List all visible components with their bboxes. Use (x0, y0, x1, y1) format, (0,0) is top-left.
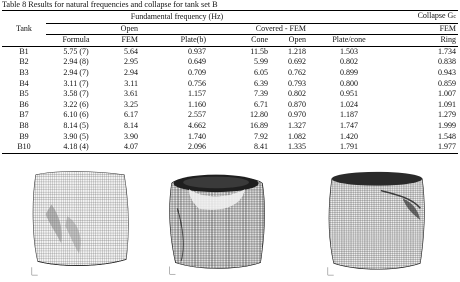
row-tank: B6 (19, 99, 29, 109)
row-g-open: 0.970 (288, 110, 306, 120)
header-formula: Formula (46, 35, 106, 47)
header-g-ring: Ring (390, 35, 458, 47)
row-formula: 2.94 (7) (63, 67, 89, 77)
row-tank: B9 (19, 131, 29, 141)
row-g-plate-cone: 1.791 (308, 142, 390, 153)
row-g-plate-cone: 0.899 (340, 67, 358, 77)
row-plate: 1.157 (188, 89, 206, 99)
row-plate: 4.662 (188, 120, 206, 130)
row-g-open: 0.793 (288, 78, 306, 88)
row-formula: 5.75 (7) (63, 46, 89, 56)
row-g-open: 0.692 (288, 57, 306, 67)
tank-mode-shape-figure-2 (160, 168, 276, 278)
row-formula: 4.18 (4) (46, 142, 106, 153)
header-g-open: Open (270, 35, 308, 47)
header-row-3 (2, 35, 458, 47)
row-formula: 3.22 (6) (63, 99, 89, 109)
row-formula: 3.11 (7) (63, 78, 89, 88)
row-g-open: 0.762 (288, 67, 306, 77)
row-cone: 8.41 (208, 142, 270, 153)
tank-mesh-covered-ring (318, 168, 436, 278)
row-g-plate-cone: 0.800 (340, 78, 358, 88)
row-cone: 11.5b (250, 46, 268, 56)
row-formula: 8.14 (5) (63, 120, 89, 130)
tank-mesh-open (22, 168, 140, 278)
row-g-plate-cone: 1.503 (340, 46, 358, 56)
row-g-plate-cone: 1.420 (340, 131, 358, 141)
row-fem: 4.07 (106, 142, 140, 153)
row-plate: 0.756 (188, 78, 206, 88)
row-g-open: 0.802 (288, 89, 306, 99)
row-g-ring: 0.943 (438, 67, 457, 77)
row-tank: B10 (2, 142, 46, 153)
row-plate: 1.740 (188, 131, 206, 141)
table-row (2, 79, 458, 90)
table-row (2, 57, 458, 68)
row-fem: 3.25 (124, 99, 138, 109)
row-g-open: 1.327 (288, 120, 306, 130)
table-row (2, 89, 458, 100)
row-cone: 5.99 (254, 57, 268, 67)
header-blank (2, 11, 46, 24)
header-fem: FEM (106, 35, 140, 47)
row-g-ring: 1.734 (438, 46, 457, 56)
table-row (2, 68, 458, 79)
row-g-plate-cone: 1.024 (340, 99, 358, 109)
row-tank: B2 (19, 57, 29, 67)
results-table (2, 10, 458, 154)
row-g-ring: 1.007 (438, 89, 457, 99)
row-g-ring: 1.279 (438, 110, 457, 120)
row-g-open: 1.082 (288, 131, 306, 141)
row-g-ring: 0.838 (438, 57, 457, 67)
row-g-ring: 0.859 (438, 78, 457, 88)
header-tank: Tank (16, 23, 32, 33)
tank-mode-shape-figure-1 (22, 168, 140, 278)
row-formula: 3.90 (5) (63, 131, 89, 141)
row-fem: 3.90 (124, 131, 138, 141)
row-g-plate-cone: 1.187 (340, 110, 358, 120)
header-fundamental: Fundamental frequency (Hz) (46, 11, 308, 24)
row-g-open: 0.870 (288, 99, 306, 109)
row-g-ring: 1.999 (438, 120, 457, 130)
table-row (2, 142, 458, 153)
row-fem: 3.11 (124, 78, 138, 88)
table-caption: Table 8 Results for natural frequencies and collapse for tank set B (2, 0, 218, 9)
row-fem: 2.94 (124, 67, 138, 77)
row-plate: 0.649 (188, 57, 206, 67)
row-fem: 3.61 (124, 89, 138, 99)
row-cone: 7.39 (254, 89, 268, 99)
row-fem: 6.17 (124, 110, 138, 120)
header-plate: Plate(b) (140, 35, 208, 47)
row-plate: 1.160 (188, 99, 206, 109)
row-cone: 6.39 (254, 78, 268, 88)
header-g-plate-cone: Plate/cone (308, 35, 390, 47)
header-row-2 (2, 23, 458, 35)
row-plate: 0.709 (188, 67, 206, 77)
row-g-plate-cone: 0.802 (340, 57, 358, 67)
row-plate: 0.937 (188, 46, 206, 56)
row-formula: 2.94 (8) (63, 57, 89, 67)
row-plate: 2.557 (188, 110, 206, 120)
row-g-ring: 1.091 (438, 99, 457, 109)
row-plate: 2.096 (140, 142, 208, 153)
table-row (2, 100, 458, 111)
row-g-ring: 1.548 (438, 131, 457, 141)
header-open: Open (46, 23, 140, 35)
row-formula: 6.10 (6) (63, 110, 89, 120)
tank-mesh-covered-plate (160, 168, 276, 278)
row-fem: 5.64 (124, 46, 138, 56)
row-cone: 6.71 (254, 99, 268, 109)
row-g-open: 1.218 (288, 46, 306, 56)
row-g-open: 1.335 (270, 142, 308, 153)
row-tank: B3 (19, 67, 29, 77)
header-covered-fem: Covered - FEM (140, 23, 308, 35)
row-g-plate-cone: 1.747 (340, 120, 358, 130)
table-row (2, 121, 458, 132)
row-tank: B5 (19, 89, 29, 99)
header-row-1 (2, 11, 458, 24)
table-row (2, 46, 458, 57)
row-fem: 8.14 (124, 120, 138, 130)
row-g-plate-cone: 0.951 (340, 89, 358, 99)
row-cone: 16.89 (250, 120, 268, 130)
row-g-ring: 1.977 (390, 142, 458, 153)
header-cone: Cone (208, 35, 270, 47)
row-tank: B1 (19, 46, 29, 56)
header-collapse-fem: FEM (390, 23, 458, 35)
row-cone: 12.80 (250, 110, 268, 120)
tank-mode-shape-figure-3 (318, 168, 436, 278)
row-formula: 3.58 (7) (63, 89, 89, 99)
row-tank: B4 (19, 78, 29, 88)
header-collapse: Collapse Gc (308, 11, 458, 24)
table-row (2, 132, 458, 143)
row-tank: B7 (19, 110, 29, 120)
row-cone: 7.92 (254, 131, 268, 141)
row-fem: 2.95 (124, 57, 138, 67)
row-tank: B8 (19, 120, 29, 130)
table-row (2, 110, 458, 121)
row-cone: 6.05 (254, 67, 268, 77)
